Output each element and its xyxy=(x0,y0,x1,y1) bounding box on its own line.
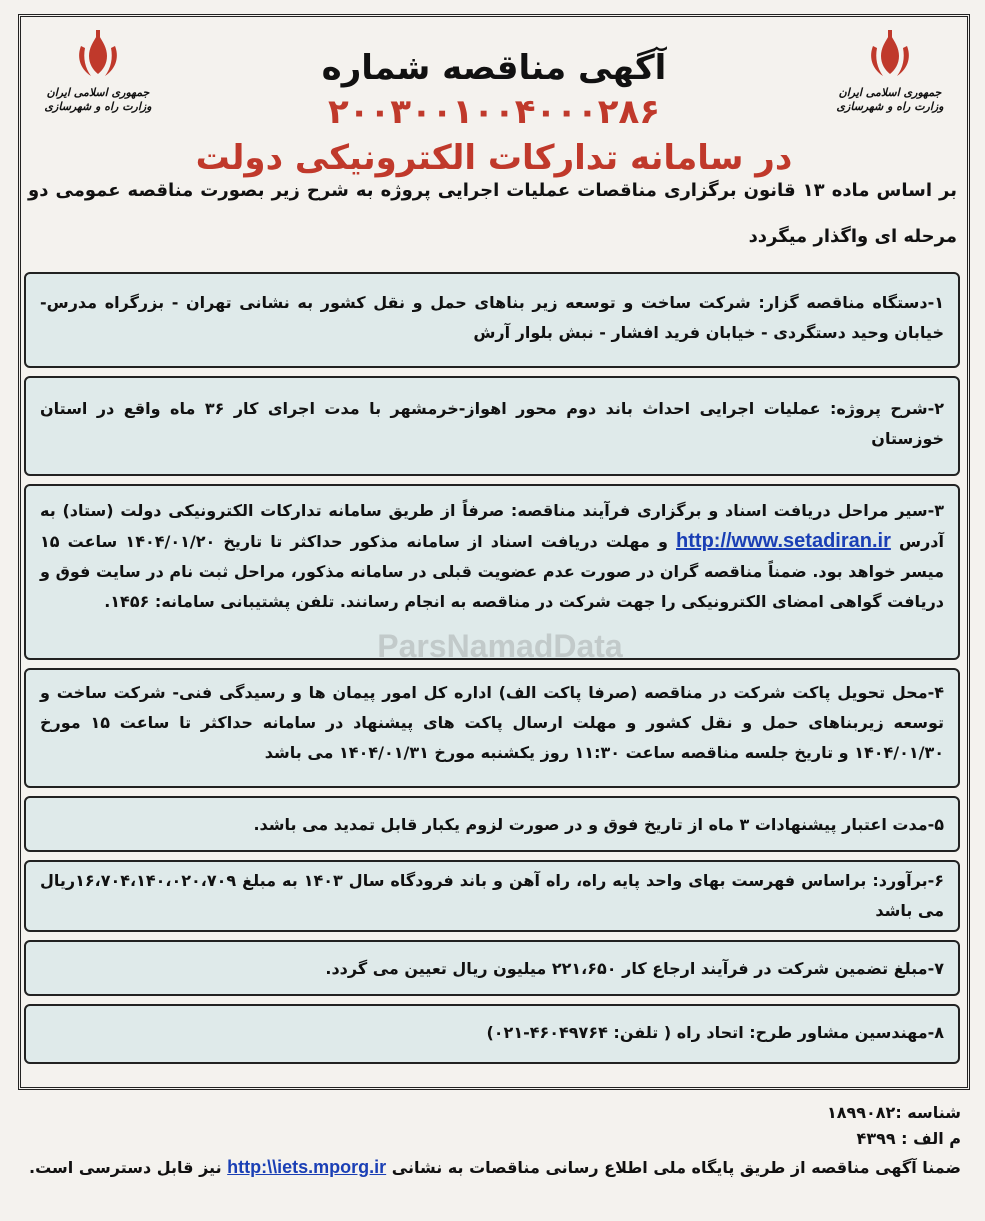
title-line-1: آگهی مناقصه شماره ۲۰۰۳۰۰۱۰۰۴۰۰۰۲۸۶ xyxy=(321,48,667,132)
footer xyxy=(24,1100,961,1183)
header xyxy=(18,18,970,178)
org-name-left: جمهوری اسلامی ایران وزارت راه و شهرسازی xyxy=(44,86,152,113)
item-7-box: ۷-مبلغ تضمین شرکت در فرآیند ارجاع کار ۲۲۱،۶۵۰ میلیون ریال تعیین می گردد. xyxy=(24,940,960,996)
page-title xyxy=(188,46,800,182)
watermark: ParsNamadData xyxy=(377,628,623,664)
emblem-right xyxy=(820,28,960,114)
setadiran-link[interactable]: http://www.setadiran.ir xyxy=(676,530,891,552)
intro-paragraph: بر اساس ماده ۱۳ قانون برگزاری مناقصات عملیات اجرایی پروژه به شرح زیر بصورت مناقصه عمومی دو مرحله ای واگذار میگردد xyxy=(28,180,957,247)
org-name-right: جمهوری اسلامی ایران وزارت راه و شهرسازی xyxy=(836,86,944,113)
iets-link[interactable]: http:\\iets.mporg.ir xyxy=(227,1157,387,1177)
item-1-box: ۱-دستگاه مناقصه گزار: شرکت ساخت و توسعه زیر بناهای حمل و نقل کشور به نشانی تهران - بزرگراه مدرس- خیابان وحید دستگردی - خیابان فرید افشار - نبش بلوار آرش xyxy=(24,272,960,368)
notice-code: م الف : ۴۳۹۹ xyxy=(856,1129,961,1148)
item-5-box: ۵-مدت اعتبار پیشنهادات ۳ ماه از تاریخ فوق و در صورت لزوم یکبار قابل تمدید می باشد. xyxy=(24,796,960,852)
tender-items xyxy=(24,272,960,1064)
item-8-box: ۸-مهندسین مشاور طرح: اتحاد راه ( تلفن: ۴۶۰۴۹۷۶۴-۰۲۱) xyxy=(24,1004,960,1064)
footer-note: ضمنا آگهی مناقصه از طریق پایگاه ملی اطلاع رسانی مناقصات به نشانی http:\\iets.mporg.ir نیز قابل دسترسی است. xyxy=(29,1157,961,1177)
item-3-text-a: ۳-سیر مراحل دریافت اسناد و برگزاری فرآیند مناقصه: صرفاً از طریق سامانه تدارکات الکترونیکی دولت (ستاد) به آدرس xyxy=(40,501,944,551)
item-6-box: ۶-برآورد: براساس فهرست بهای واحد پایه راه، راه آهن و باند فرودگاه سال ۱۴۰۳ به مبلغ ۱۶،۷۰۴،۱۴۰،۰۲۰،۷۰۹ریال می باشد xyxy=(24,860,960,932)
notice-id: شناسه :۱۸۹۹۰۸۲ xyxy=(826,1103,961,1122)
item-4-box: ۴-محل تحویل پاکت شرکت در مناقصه (صرفا پاکت الف) اداره کل امور پیمان ها و رسیدگی فنی- شرکت ساخت و توسعه زیربناهای حمل و نقل کشور و مهلت ارسال پاکت های پیشنهاد در سامانه حداکثر تا ساعت ۱۵ مورخ ۱۴۰۴/۰۱/۳۰ و تاریخ جلسه مناقصه ساعت ۱۱:۳۰ روز یکشنبه مورخ ۱۴۰۴/۰۱/۳۱ می باشد xyxy=(24,668,960,788)
item-2-box: ۲-شرح پروژه: عملیات اجرایی احداث باند دوم محور اهواز-خرمشهر با مدت اجرای کار ۳۶ ماه واقع در استان خوزستان xyxy=(24,376,960,476)
tender-number: ۲۰۰۳۰۰۱۰۰۴۰۰۰۲۸۶ xyxy=(327,92,661,132)
iran-emblem-icon xyxy=(863,28,917,82)
iran-emblem-icon xyxy=(71,28,125,82)
item-3-text-b: و مهلت دریافت اسناد از سامانه مذکور حداکثر تا تاریخ ۱۴۰۴/۰۱/۲۰ ساعت ۱۵ میسر خواهد بود. ضمناً مناقصه گران در صورت عدم عضویت قبلی در سامانه مذکور، مراحل ثبت نام در سایت فوق و دریافت گواهی امضای الکترونیکی را جهت شرکت در مناقصه به انجام رسانند. تلفن پشتیبانی سامانه: ۱۴۵۶. xyxy=(40,532,944,611)
emblem-left xyxy=(28,28,168,114)
item-3-box xyxy=(24,484,960,660)
title-line-2: در سامانه تدارکات الکترونیکی دولت xyxy=(195,138,793,178)
